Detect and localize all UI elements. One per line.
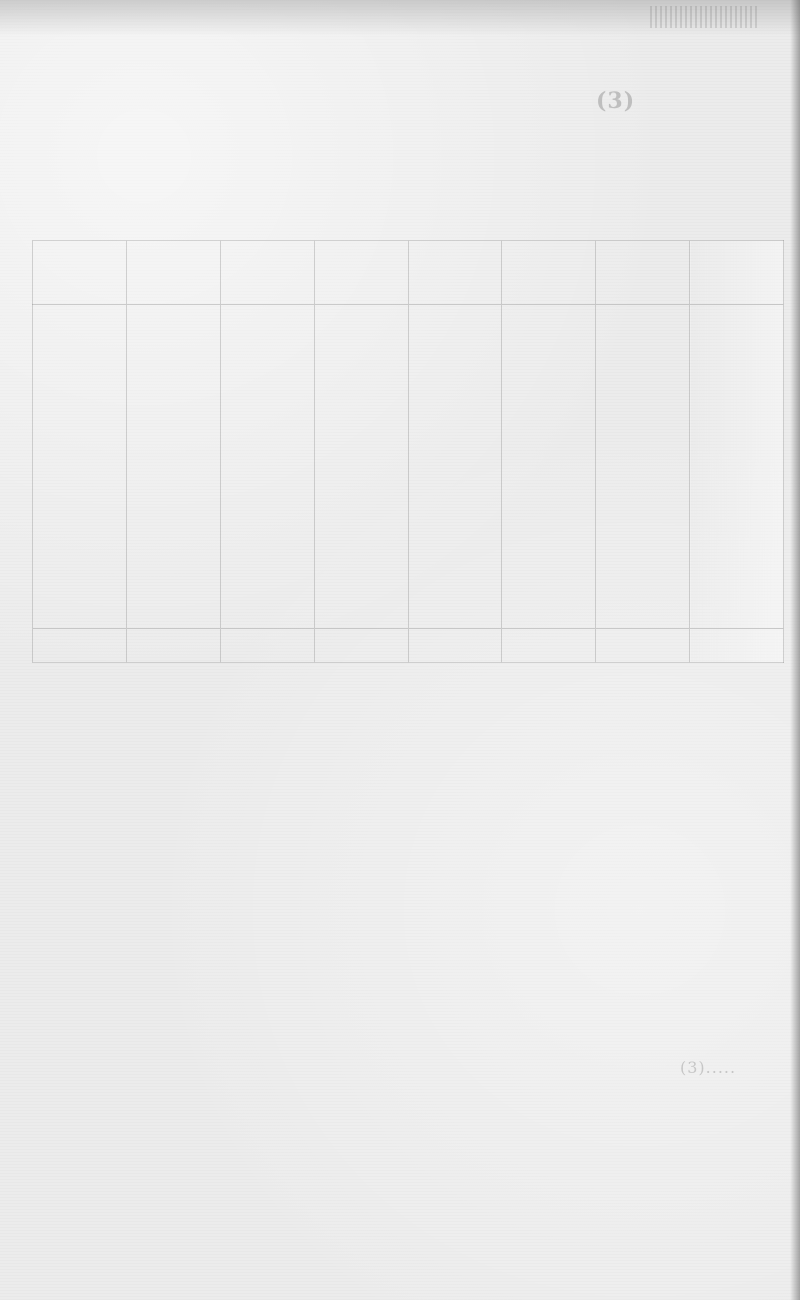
table-cell bbox=[33, 449, 127, 485]
header-cell bbox=[314, 241, 408, 305]
table-cell bbox=[502, 557, 596, 593]
table-cell bbox=[596, 341, 690, 377]
total-cell bbox=[220, 629, 314, 663]
table-cell bbox=[408, 413, 502, 449]
table-row bbox=[33, 377, 784, 413]
table-cell bbox=[408, 485, 502, 521]
data-table bbox=[32, 240, 784, 650]
table-cell bbox=[408, 557, 502, 593]
table-cell bbox=[408, 377, 502, 413]
table-cell bbox=[220, 557, 314, 593]
row-label bbox=[690, 305, 784, 341]
total-cell bbox=[502, 629, 596, 663]
total-cell bbox=[33, 629, 127, 663]
table-cell bbox=[220, 449, 314, 485]
table-cell bbox=[314, 485, 408, 521]
table-cell bbox=[314, 341, 408, 377]
table-cell bbox=[502, 413, 596, 449]
table-cell bbox=[126, 449, 220, 485]
table-row bbox=[33, 305, 784, 341]
table-row bbox=[33, 521, 784, 557]
table-row bbox=[33, 449, 784, 485]
row-label bbox=[690, 521, 784, 557]
row-label bbox=[690, 413, 784, 449]
header-cell bbox=[408, 241, 502, 305]
table-cell bbox=[33, 557, 127, 593]
table-cell bbox=[408, 341, 502, 377]
total-label bbox=[690, 629, 784, 663]
table-cell bbox=[126, 341, 220, 377]
table-cell bbox=[314, 449, 408, 485]
table-cell bbox=[33, 341, 127, 377]
table-cell bbox=[220, 377, 314, 413]
table-cell bbox=[502, 521, 596, 557]
continuation-mark: (3)..... bbox=[680, 1058, 737, 1077]
table-cell bbox=[596, 557, 690, 593]
table-total-row bbox=[33, 629, 784, 663]
table-cell bbox=[502, 341, 596, 377]
table-cell bbox=[220, 413, 314, 449]
table-cell bbox=[33, 305, 127, 341]
faded-stamp bbox=[650, 6, 760, 28]
table-cell bbox=[220, 341, 314, 377]
row-label bbox=[690, 557, 784, 593]
table-cell bbox=[502, 449, 596, 485]
table-cell bbox=[314, 377, 408, 413]
page-number: (3) bbox=[596, 88, 636, 114]
table-cell bbox=[33, 485, 127, 521]
table-cell bbox=[126, 377, 220, 413]
header-cell bbox=[690, 241, 784, 305]
table-cell bbox=[126, 593, 220, 629]
row-label bbox=[690, 593, 784, 629]
total-cell bbox=[126, 629, 220, 663]
table-cell bbox=[126, 413, 220, 449]
table-cell bbox=[126, 305, 220, 341]
table-cell bbox=[314, 521, 408, 557]
table-cell bbox=[502, 377, 596, 413]
table-cell bbox=[596, 593, 690, 629]
table-cell bbox=[596, 377, 690, 413]
header-cell bbox=[502, 241, 596, 305]
table-cell bbox=[33, 593, 127, 629]
table-cell bbox=[502, 485, 596, 521]
header-cell bbox=[596, 241, 690, 305]
table-row bbox=[33, 485, 784, 521]
table-row bbox=[33, 413, 784, 449]
table-cell bbox=[596, 305, 690, 341]
table-cell bbox=[33, 413, 127, 449]
header-cell bbox=[33, 241, 127, 305]
table-cell bbox=[596, 449, 690, 485]
table-cell bbox=[126, 485, 220, 521]
table-cell bbox=[596, 485, 690, 521]
table-cell bbox=[33, 377, 127, 413]
table-cell bbox=[314, 305, 408, 341]
table-cell bbox=[502, 593, 596, 629]
table-row bbox=[33, 593, 784, 629]
table-cell bbox=[408, 593, 502, 629]
table-cell bbox=[220, 485, 314, 521]
header-cell bbox=[126, 241, 220, 305]
table-cell bbox=[596, 413, 690, 449]
table-cell bbox=[596, 521, 690, 557]
row-label bbox=[690, 449, 784, 485]
table-row bbox=[33, 341, 784, 377]
header-cell bbox=[220, 241, 314, 305]
row-label bbox=[690, 485, 784, 521]
table-cell bbox=[314, 593, 408, 629]
table-cell bbox=[126, 521, 220, 557]
table-cell bbox=[220, 521, 314, 557]
table-cell bbox=[408, 449, 502, 485]
table-row bbox=[33, 557, 784, 593]
table-cell bbox=[220, 593, 314, 629]
table-cell bbox=[408, 305, 502, 341]
table-header-row bbox=[33, 241, 784, 305]
table-cell bbox=[408, 521, 502, 557]
row-label bbox=[690, 341, 784, 377]
table-cell bbox=[33, 521, 127, 557]
total-cell bbox=[408, 629, 502, 663]
table-cell bbox=[126, 557, 220, 593]
table-cell bbox=[502, 305, 596, 341]
scan-shadow-right bbox=[790, 0, 800, 1300]
table-cell bbox=[220, 305, 314, 341]
total-cell bbox=[596, 629, 690, 663]
row-label bbox=[690, 377, 784, 413]
total-cell bbox=[314, 629, 408, 663]
table-cell bbox=[314, 413, 408, 449]
table-cell bbox=[314, 557, 408, 593]
